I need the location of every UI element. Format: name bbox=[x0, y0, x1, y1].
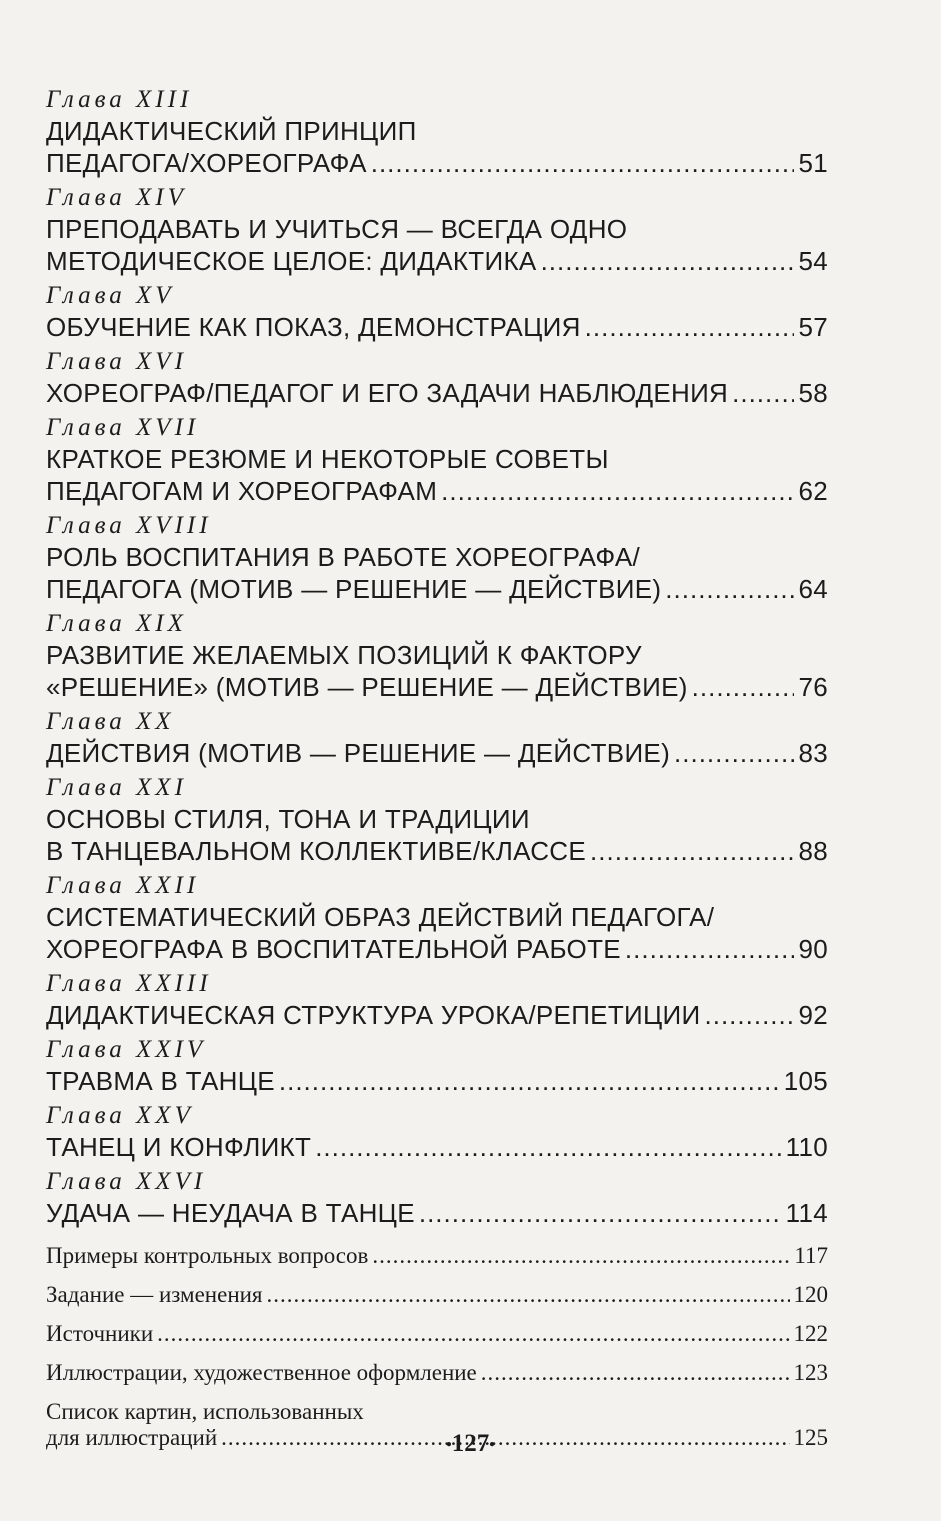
title-line: РОЛЬ ВОСПИТАНИЯ В РАБОТЕ ХОРЕОГРАФА/ bbox=[46, 542, 641, 572]
toc-line bbox=[46, 933, 828, 965]
page-ref: 123 bbox=[793, 1360, 828, 1385]
dot-leader bbox=[585, 311, 795, 343]
toc-line bbox=[46, 147, 828, 179]
dot-leader bbox=[692, 671, 795, 703]
toc-chapter bbox=[46, 608, 828, 703]
title-line: «РЕШЕНИЕ» (МОТИВ — РЕШЕНИЕ — ДЕЙСТВИЕ) bbox=[46, 672, 688, 702]
page-number: 127 bbox=[451, 1430, 490, 1457]
toc-line bbox=[46, 1197, 828, 1229]
title-line: Примеры контрольных вопросов bbox=[46, 1243, 369, 1268]
entry-title bbox=[46, 1065, 828, 1097]
toc-chapter bbox=[46, 1100, 828, 1163]
chapter-list bbox=[46, 84, 828, 1229]
page-ref: 62 bbox=[798, 476, 828, 506]
toc-line bbox=[46, 245, 828, 277]
toc-chapter bbox=[46, 346, 828, 409]
page-ref: 83 bbox=[798, 738, 828, 768]
chapter-label: Глава XVII bbox=[46, 414, 200, 441]
toc-chapter bbox=[46, 706, 828, 769]
dot-leader bbox=[441, 475, 794, 507]
toc-line bbox=[46, 1282, 828, 1308]
dot-leader bbox=[419, 1197, 782, 1229]
entry-title bbox=[46, 1360, 828, 1386]
page-ref: 88 bbox=[798, 836, 828, 866]
page-ref: 54 bbox=[798, 246, 828, 276]
toc-line bbox=[46, 835, 828, 867]
page-ref: 76 bbox=[798, 672, 828, 702]
toc-appendix-item bbox=[46, 1243, 828, 1269]
title-line: В ТАНЦЕВАЛЬНОМ КОЛЛЕКТИВЕ/КЛАССЕ bbox=[46, 836, 587, 866]
title-line: ДИДАКТИЧЕСКИЙ ПРИНЦИП bbox=[46, 116, 417, 146]
toc-chapter bbox=[46, 1034, 828, 1097]
page-footer bbox=[0, 1430, 941, 1458]
toc-appendix-item bbox=[46, 1360, 828, 1386]
entry-title bbox=[46, 311, 828, 343]
toc-line bbox=[46, 671, 828, 703]
toc-chapter bbox=[46, 84, 828, 179]
title-line: ТРАВМА В ТАНЦЕ bbox=[46, 1066, 275, 1096]
chapter-label: Глава XXIII bbox=[46, 970, 212, 997]
chapter-label: Глава XXII bbox=[46, 872, 200, 899]
entry-title bbox=[46, 443, 828, 507]
entry-title bbox=[46, 213, 828, 277]
toc-chapter bbox=[46, 280, 828, 343]
toc-line bbox=[46, 1243, 828, 1269]
page-ref: 57 bbox=[798, 312, 828, 342]
entry-title bbox=[46, 1321, 828, 1347]
dot-leader bbox=[371, 147, 795, 179]
toc-chapter bbox=[46, 1166, 828, 1229]
title-line: СИСТЕМАТИЧЕСКИЙ ОБРАЗ ДЕЙСТВИЙ ПЕДАГОГА/ bbox=[46, 902, 715, 932]
title-line: ОБУЧЕНИЕ КАК ПОКАЗ, ДЕМОНСТРАЦИЯ bbox=[46, 312, 581, 342]
appendix-list bbox=[46, 1243, 828, 1454]
entry-title bbox=[46, 1197, 828, 1229]
dot-leader bbox=[541, 245, 795, 277]
title-line: РАЗВИТИЕ ЖЕЛАЕМЫХ ПОЗИЦИЙ К ФАКТОРУ bbox=[46, 640, 642, 670]
toc-chapter bbox=[46, 870, 828, 965]
chapter-label: Глава XXI bbox=[46, 774, 187, 801]
entry-title bbox=[46, 901, 828, 965]
dot-leader bbox=[665, 573, 794, 605]
chapter-label: Глава XIX bbox=[46, 610, 187, 637]
title-line: ОСНОВЫ СТИЛЯ, ТОНА И ТРАДИЦИИ bbox=[46, 804, 530, 834]
page-ref: 92 bbox=[798, 1000, 828, 1030]
chapter-label: Глава XX bbox=[46, 708, 175, 735]
title-line: ПЕДАГОГА (МОТИВ — РЕШЕНИЕ — ДЕЙСТВИЕ) bbox=[46, 574, 662, 604]
entry-title bbox=[46, 541, 828, 605]
title-line: ДИДАКТИЧЕСКАЯ СТРУКТУРА УРОКА/РЕПЕТИЦИИ bbox=[46, 1000, 701, 1030]
toc-line bbox=[46, 573, 828, 605]
chapter-label: Глава XV bbox=[46, 282, 175, 309]
entry-title bbox=[46, 377, 828, 409]
entry-title bbox=[46, 639, 828, 703]
bullet-right: • bbox=[489, 1436, 495, 1454]
page-ref: 122 bbox=[793, 1321, 828, 1346]
toc-line bbox=[46, 737, 828, 769]
table-of-contents bbox=[46, 84, 828, 1464]
chapter-label: Глава XIII bbox=[46, 86, 193, 113]
dot-leader bbox=[372, 1243, 790, 1269]
title-line: ТАНЕЦ И КОНФЛИКТ bbox=[46, 1132, 312, 1162]
title-line: МЕТОДИЧЕСКОЕ ЦЕЛОЕ: ДИДАКТИКА bbox=[46, 246, 537, 276]
title-line: Иллюстрации, художественное оформление bbox=[46, 1360, 477, 1385]
toc-line bbox=[46, 311, 828, 343]
dot-leader bbox=[732, 377, 794, 409]
dot-leader bbox=[625, 933, 795, 965]
chapter-label: Глава XIV bbox=[46, 184, 187, 211]
toc-chapter bbox=[46, 968, 828, 1031]
chapter-label: Глава XXV bbox=[46, 1102, 194, 1129]
page-ref: 105 bbox=[783, 1066, 828, 1096]
entry-title bbox=[46, 1282, 828, 1308]
entry-title bbox=[46, 803, 828, 867]
title-line: ХОРЕОГРАФ/ПЕДАГОГ И ЕГО ЗАДАЧИ НАБЛЮДЕНИЯ bbox=[46, 378, 729, 408]
chapter-label: Глава XXVI bbox=[46, 1168, 207, 1195]
chapter-label: Глава XVI bbox=[46, 348, 187, 375]
entry-title bbox=[46, 1243, 828, 1269]
page-ref: 58 bbox=[798, 378, 828, 408]
toc-line bbox=[46, 1065, 828, 1097]
dot-leader bbox=[481, 1360, 790, 1386]
page-ref: 64 bbox=[798, 574, 828, 604]
toc-chapter bbox=[46, 182, 828, 277]
toc-chapter bbox=[46, 510, 828, 605]
title-line: ПЕДАГОГА/ХОРЕОГРАФА bbox=[46, 148, 367, 178]
toc-line bbox=[46, 377, 828, 409]
entry-title bbox=[46, 1131, 828, 1163]
toc-appendix-item bbox=[46, 1282, 828, 1308]
title-line: ПРЕПОДАВАТЬ И УЧИТЬСЯ — ВСЕГДА ОДНО bbox=[46, 214, 628, 244]
page-ref: 120 bbox=[793, 1282, 828, 1307]
bullet-left: • bbox=[446, 1436, 452, 1454]
title-line: Список картин, использованных bbox=[46, 1399, 364, 1424]
toc-line bbox=[46, 1321, 828, 1347]
chapter-label: Глава XVIII bbox=[46, 512, 212, 539]
chapter-label: Глава XXIV bbox=[46, 1036, 207, 1063]
page-ref: 125 bbox=[793, 1425, 828, 1450]
dot-leader bbox=[590, 835, 794, 867]
toc-line bbox=[46, 475, 828, 507]
entry-title bbox=[46, 737, 828, 769]
title-line: Задание — изменения bbox=[46, 1282, 263, 1307]
page-ref: 114 bbox=[785, 1198, 828, 1228]
title-line: Источники bbox=[46, 1321, 154, 1346]
page-ref: 117 bbox=[794, 1243, 828, 1268]
entry-title bbox=[46, 999, 828, 1031]
dot-leader bbox=[315, 1131, 781, 1163]
toc-chapter bbox=[46, 772, 828, 867]
dot-leader bbox=[279, 1065, 780, 1097]
page-ref: 51 bbox=[798, 148, 828, 178]
dot-leader bbox=[674, 737, 794, 769]
toc-chapter bbox=[46, 412, 828, 507]
toc-appendix-item bbox=[46, 1321, 828, 1347]
dot-leader bbox=[157, 1321, 789, 1347]
entry-title bbox=[46, 115, 828, 179]
dot-leader bbox=[267, 1282, 790, 1308]
dot-leader bbox=[705, 999, 795, 1031]
title-line: ДЕЙСТВИЯ (МОТИВ — РЕШЕНИЕ — ДЕЙСТВИЕ) bbox=[46, 738, 671, 768]
title-line: УДАЧА — НЕУДАЧА В ТАНЦЕ bbox=[46, 1198, 415, 1228]
toc-line bbox=[46, 999, 828, 1031]
page-ref: 110 bbox=[785, 1132, 828, 1162]
toc-line bbox=[46, 1360, 828, 1386]
title-line: КРАТКОЕ РЕЗЮМЕ И НЕКОТОРЫЕ СОВЕТЫ bbox=[46, 444, 609, 474]
title-line: ПЕДАГОГАМ И ХОРЕОГРАФАМ bbox=[46, 476, 438, 506]
title-line: ХОРЕОГРАФА В ВОСПИТАТЕЛЬНОЙ РАБОТЕ bbox=[46, 934, 621, 964]
toc-line bbox=[46, 1131, 828, 1163]
title-line: для иллюстраций bbox=[46, 1425, 218, 1450]
page-ref: 90 bbox=[798, 934, 828, 964]
